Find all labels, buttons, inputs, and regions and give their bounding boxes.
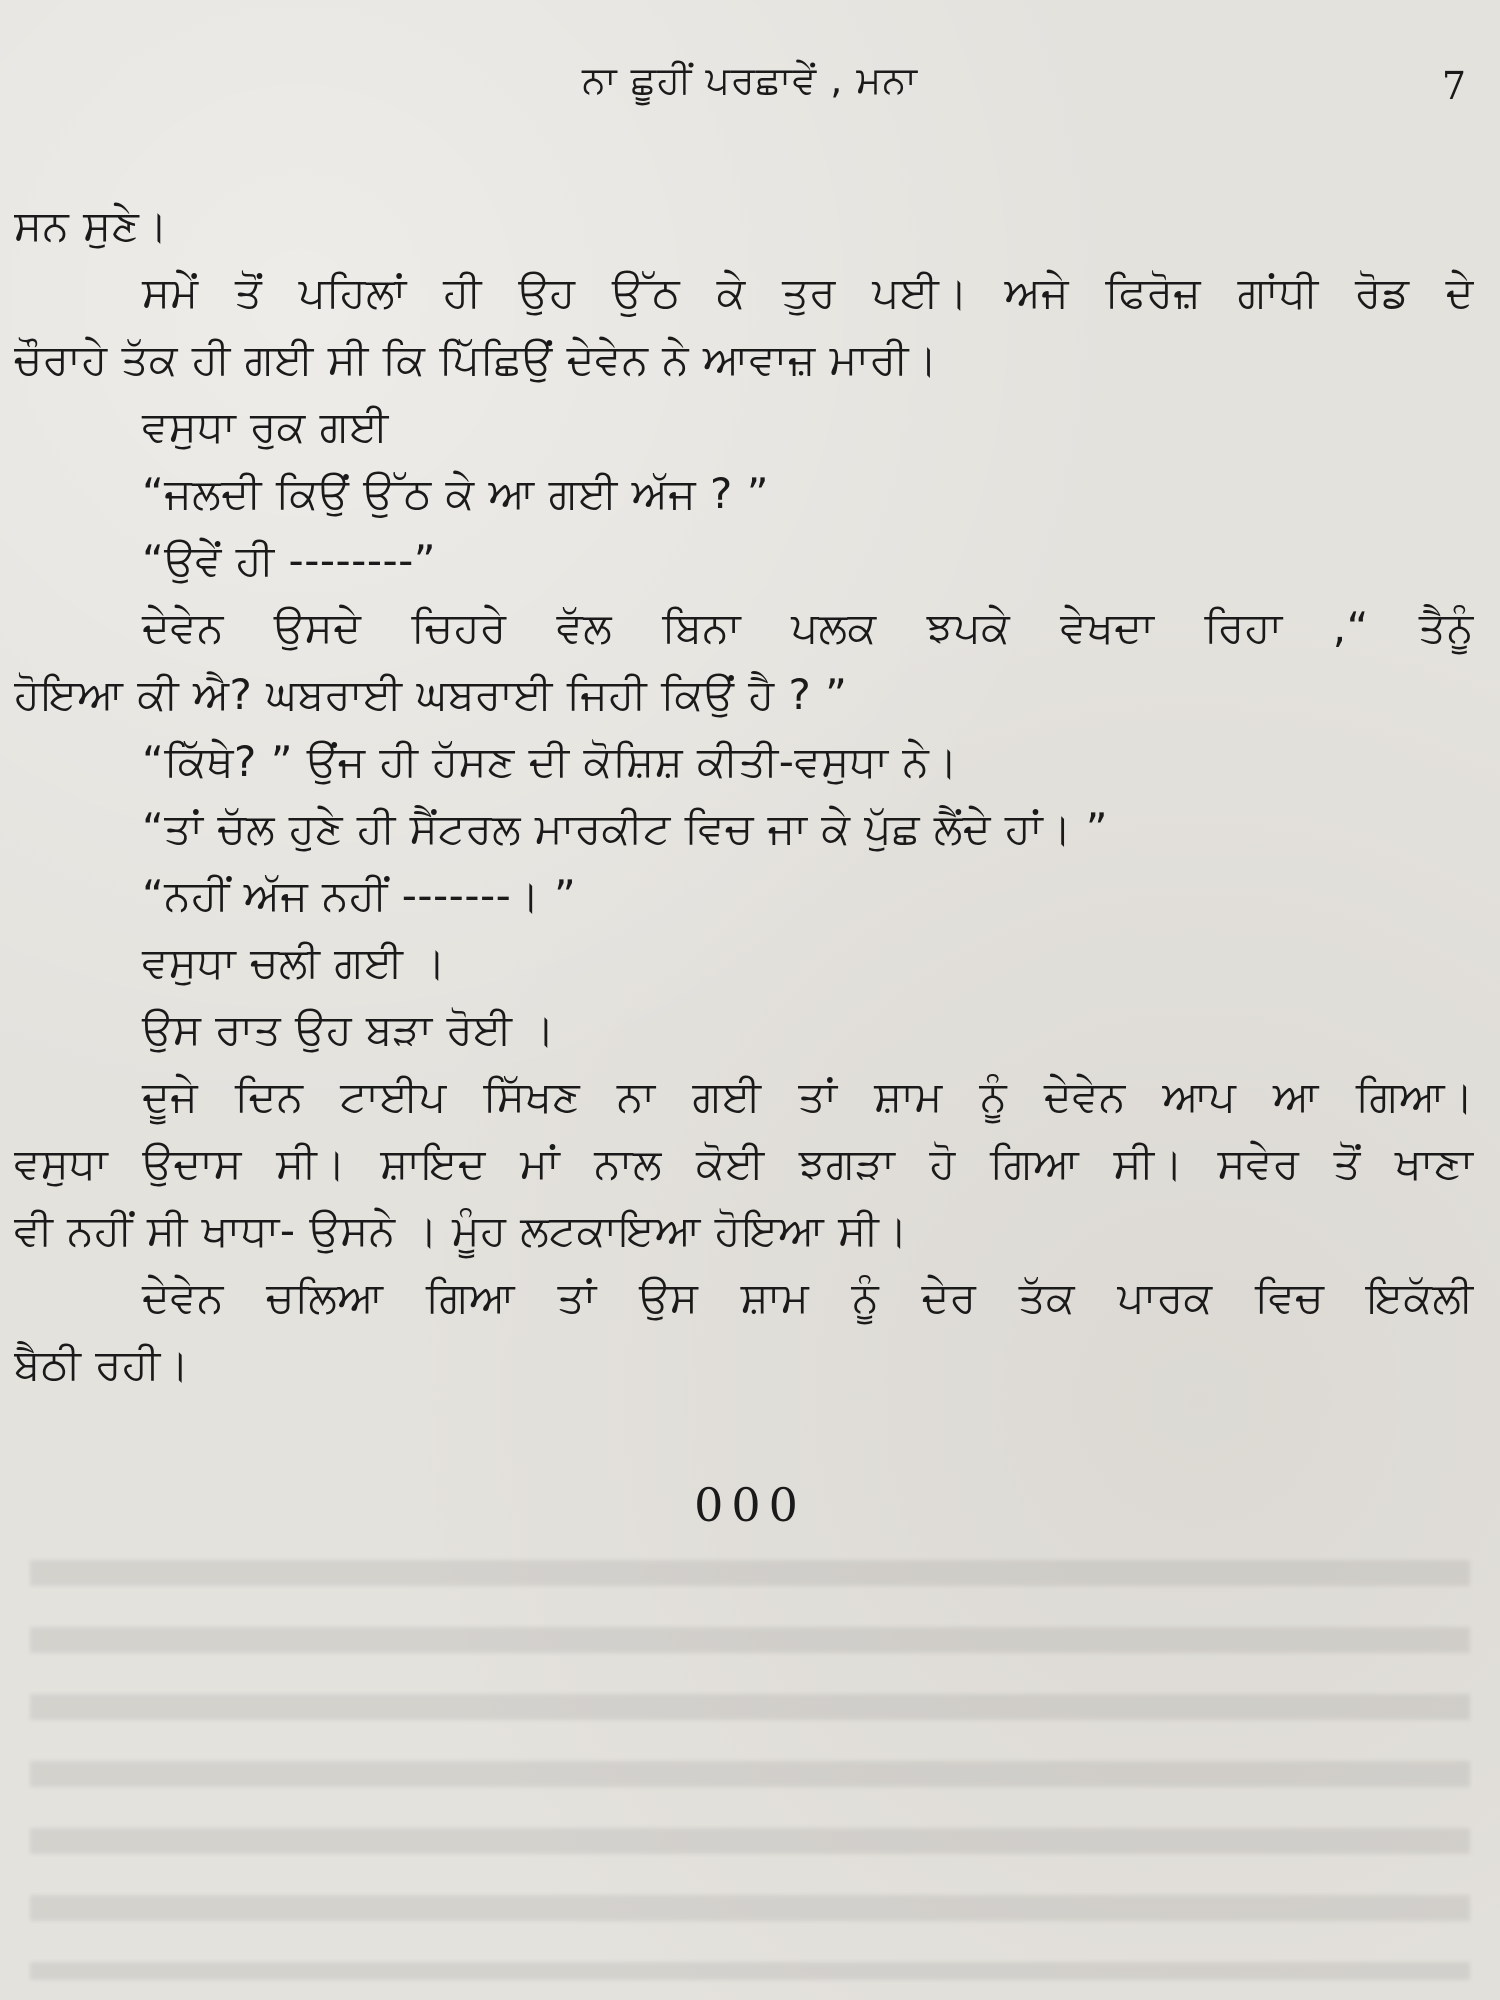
text-line: ਵਸੁਧਾ ਚਲੀ ਗਈ । bbox=[142, 938, 447, 987]
page-header bbox=[0, 58, 1500, 118]
text-line: ਵੀ ਨਹੀਂ ਸੀ ਖਾਧਾ- ਉਸਨੇ । ਮੂੰਹ ਲਟਕਾਇਆ ਹੋਇਆ ਸੀ। bbox=[14, 1206, 909, 1255]
page-number: 7 bbox=[1441, 64, 1466, 108]
text-line: ਹੋਇਆ ਕੀ ਐ? ਘਬਰਾਈ ਘਬਰਾਈ ਜਿਹੀ ਕਿਉਂ ਹੈ ? ” bbox=[14, 670, 848, 719]
body-text bbox=[14, 192, 1474, 1398]
text-line: ਦੇਵੇਨ ਚਲਿਆ ਗਿਆ ਤਾਂ ਉਸ ਸ਼ਾਮ ਨੂੰ ਦੇਰ ਤੱਕ ਪਾਰਕ ਵਿਚ ਇਕੱਲੀ bbox=[142, 1273, 1474, 1322]
text-line: ਦੂਜੇ ਦਿਨ ਟਾਈਪ ਸਿੱਖਣ ਨਾ ਗਈ ਤਾਂ ਸ਼ਾਮ ਨੂੰ ਦੇਵੇਨ ਆਪ ਆ ਗਿਆ। bbox=[142, 1072, 1474, 1121]
show-through-texture bbox=[30, 1560, 1470, 1980]
text-line: ਵਸੁਧਾ ਉਦਾਸ ਸੀ। ਸ਼ਾਇਦ ਮਾਂ ਨਾਲ ਕੋਈ ਝਗੜਾ ਹੋ ਗਿਆ ਸੀ। ਸਵੇਰ ਤੋਂ ਖਾਣਾ bbox=[14, 1139, 1474, 1188]
text-line: “ਜਲਦੀ ਕਿਉਂ ਉੱਠ ਕੇ ਆ ਗਈ ਅੱਜ ? ” bbox=[142, 469, 769, 518]
text-line: ਦੇਵੇਨ ਉਸਦੇ ਚਿਹਰੇ ਵੱਲ ਬਿਨਾ ਪਲਕ ਝਪਕੇ ਵੇਖਦਾ ਰਿਹਾ ,“ ਤੈਨੂੰ bbox=[142, 603, 1474, 652]
running-head: ਨਾ ਛੂਹੀਂ ਪਰਛਾਵੇਂ , ਮਨਾ bbox=[582, 58, 918, 102]
text-line: ਉਸ ਰਾਤ ਉਹ ਬੜਾ ਰੋਈ । bbox=[142, 1005, 556, 1054]
text-line: “ਤਾਂ ਚੱਲ ਹੁਣੇ ਹੀ ਸੈਂਟਰਲ ਮਾਰਕੀਟ ਵਿਚ ਜਾ ਕੇ ਪੁੱਛ ਲੈਂਦੇ ਹਾਂ। ” bbox=[142, 804, 1108, 853]
text-line: “ਉਵੇਂ ਹੀ --------” bbox=[142, 536, 437, 585]
section-end-ornament: 000 bbox=[694, 1478, 806, 1532]
text-line: “ਨਹੀਂ ਅੱਜ ਨਹੀਂ -------। ” bbox=[142, 871, 577, 920]
text-line: ਬੈਠੀ ਰਹੀ। bbox=[14, 1340, 190, 1389]
text-line: ਸਨ ਸੁਣੇ। bbox=[14, 201, 169, 250]
text-line: ਚੌਰਾਹੇ ਤੱਕ ਹੀ ਗਈ ਸੀ ਕਿ ਪਿੱਛਿਉਂ ਦੇਵੇਨ ਨੇ ਆਵਾਜ਼ ਮਾਰੀ। bbox=[14, 335, 938, 384]
text-line: ਸਮੇਂ ਤੋਂ ਪਹਿਲਾਂ ਹੀ ਉਹ ਉੱਠ ਕੇ ਤੁਰ ਪਈ। ਅਜੇ ਫਿਰੋਜ਼ ਗਾਂਧੀ ਰੋਡ ਦੇ bbox=[142, 268, 1474, 317]
text-line: ਵਸੁਧਾ ਰੁਕ ਗਈ bbox=[142, 402, 389, 451]
text-line: “ਕਿੱਥੇ? ” ਉਂਜ ਹੀ ਹੱਸਣ ਦੀ ਕੋਸ਼ਿਸ਼ ਕੀਤੀ-ਵਸੁਧਾ ਨੇ। bbox=[142, 737, 959, 786]
